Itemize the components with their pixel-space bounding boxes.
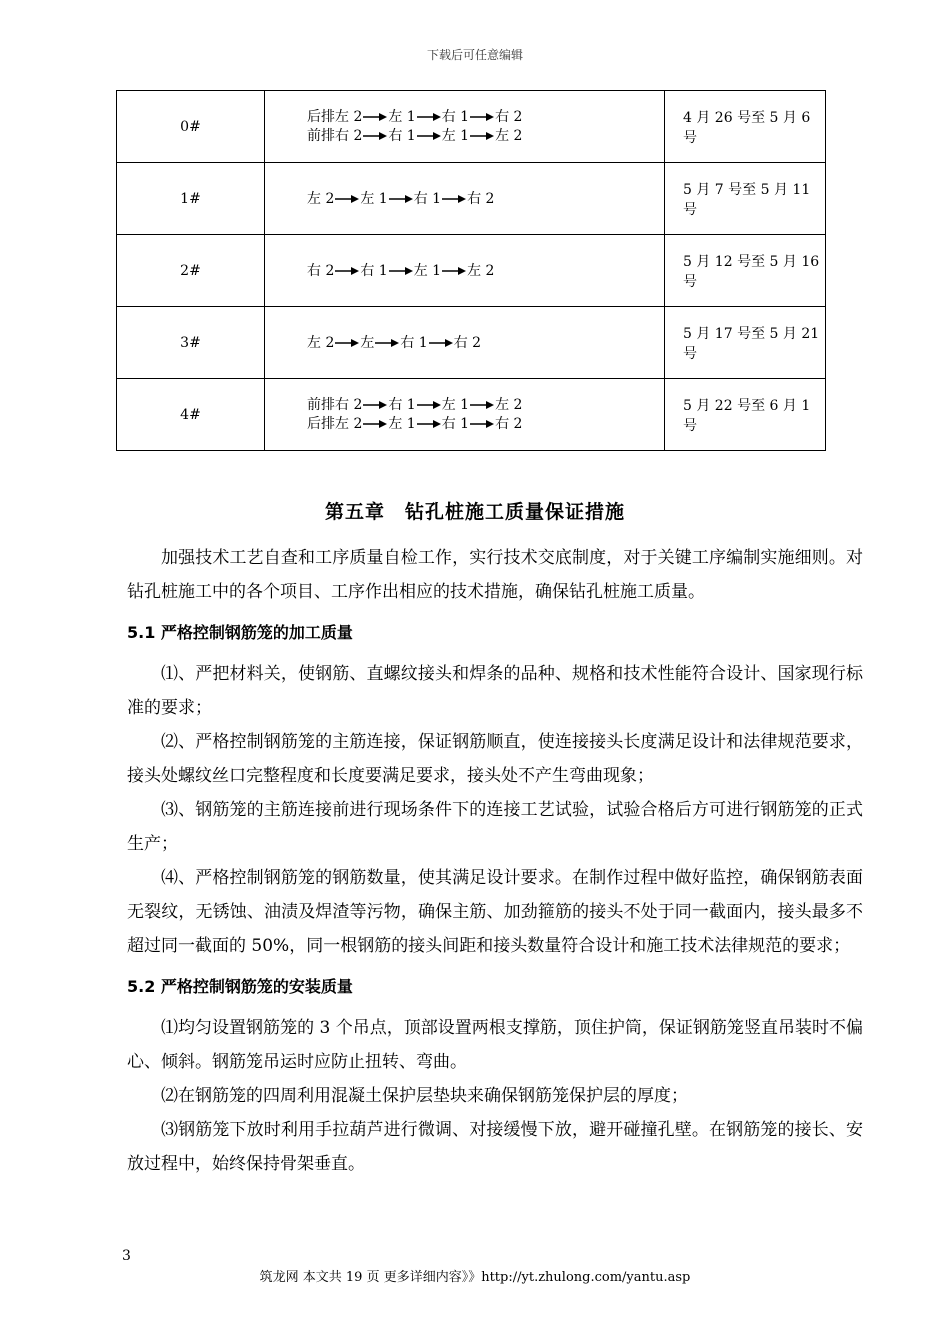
arrow-right-icon (470, 419, 494, 429)
date-range: 5 月 22 号至 6 月 1 号 (665, 379, 826, 451)
section-paragraph: ⑴、严把材料关，使钢筋、直螺纹接头和焊条的品种、规格和技术性能符合设计、国家现行标准的要求； (127, 664, 863, 718)
arrow-right-icon (417, 131, 441, 141)
arrow-right-icon (470, 400, 494, 410)
page-number: 3 (122, 1248, 131, 1264)
arrow-right-icon (417, 400, 441, 410)
table-row (117, 379, 826, 451)
pile-number: 3# (117, 307, 265, 379)
arrow-right-icon (363, 131, 387, 141)
sequence-cell (265, 235, 665, 307)
section-paragraph: ⑵、严格控制钢筋笼的主筋连接，保证钢筋顺直，使连接接头长度满足设计和法律规范要求，接头处螺纹丝口完整程度和长度要满足要求，接头处不产生弯曲现象； (127, 732, 863, 786)
sequence-step: 右 1 (388, 128, 416, 144)
section-paragraph: ⑷、严格控制钢筋笼的钢筋数量，使其满足设计要求。在制作过程中做好监控，确保钢筋表面无裂纹，无锈蚀、油渍及焊渣等污物，确保主筋、加劲箍筋的接头不处于同一截面内，接头最多不超过同一截面的 50%，同一根钢筋的接头间距和接头数量符合设计和施工技术法律规范的要求； (127, 868, 863, 956)
sequence-step: 后排左 2 (307, 416, 363, 432)
sequence-step: 左 1 (441, 128, 470, 144)
arrow-right-icon (470, 131, 494, 141)
section-paragraph: ⑴均匀设置钢筋笼的 3 个吊点，顶部设置两根支撑筋，顶住护筒，保证钢筋笼竖直吊装时不偏心、倾斜。钢筋笼吊运时应防止扭转、弯曲。 (127, 1018, 863, 1072)
arrow-right-icon (363, 400, 387, 410)
sequence-cell (265, 163, 665, 235)
pile-number: 4# (117, 379, 265, 451)
sequence-line (307, 127, 664, 146)
intro-paragraph: 加强技术工艺自查和工序质量自检工作，实行技术交底制度，对于关键工序编制实施细则。对钻孔桩施工中的各个项目、工序作出相应的技术措施，确保钻孔桩施工质量。 (127, 548, 863, 602)
sequence-step: 左 1 (388, 416, 416, 432)
sequence-step: 左 2 (307, 334, 335, 351)
sequence-line (307, 415, 664, 434)
sequence-step: 右 1 (413, 190, 442, 207)
page-header: 下载后可任意编辑 (426, 48, 523, 62)
sequence-step: 右 2 (495, 416, 523, 432)
section-heading: 5.1 严格控制钢筋笼的加工质量 (127, 623, 353, 642)
pile-number: 2# (117, 235, 265, 307)
sequence-step: 左 (360, 334, 375, 351)
sequence-step: 右 1 (441, 109, 470, 125)
sequence-step: 右 1 (360, 262, 388, 279)
date-range: 5 月 17 号至 5 月 21 号 (665, 307, 826, 379)
arrow-right-icon (470, 112, 494, 122)
sequence-line (307, 108, 664, 127)
section-paragraph: ⑶、钢筋笼的主筋连接前进行现场条件下的连接工艺试验，试验合格后方可进行钢筋笼的正式生产； (127, 800, 863, 854)
arrow-right-icon (417, 419, 441, 429)
arrow-right-icon (417, 112, 441, 122)
sequence-step: 左 1 (360, 190, 388, 207)
arrow-right-icon (442, 266, 466, 276)
section-heading: 5.2 严格控制钢筋笼的安装质量 (127, 977, 353, 996)
sequence-line (307, 333, 664, 352)
sequence-step: 左 1 (413, 262, 442, 279)
sequence-line (307, 396, 664, 415)
table-row (117, 307, 826, 379)
arrow-right-icon (389, 194, 413, 204)
sequence-step: 右 2 (495, 109, 523, 125)
arrow-right-icon (375, 338, 399, 348)
sequence-step: 左 1 (441, 397, 470, 413)
arrow-right-icon (335, 194, 359, 204)
sequence-step: 左 2 (495, 128, 523, 144)
schedule-table (116, 90, 826, 451)
pile-number: 0# (117, 91, 265, 163)
sequence-cell (265, 379, 665, 451)
sequence-line (307, 261, 664, 280)
sequence-step: 后排左 2 (307, 109, 363, 125)
sequence-step: 右 2 (467, 190, 495, 207)
table-row (117, 163, 826, 235)
sequence-step: 右 1 (441, 416, 470, 432)
table-row (117, 91, 826, 163)
date-range: 4 月 26 号至 5 月 6 号 (665, 91, 826, 163)
sequence-step: 右 1 (400, 334, 428, 351)
sequence-step: 前排右 2 (307, 397, 363, 413)
arrow-right-icon (335, 338, 359, 348)
sequence-step: 左 2 (495, 397, 523, 413)
sequence-step: 右 1 (388, 397, 416, 413)
sequence-step: 右 2 (307, 262, 335, 279)
sequence-step: 左 2 (467, 262, 495, 279)
sequence-step: 左 1 (388, 109, 416, 125)
pile-number: 1# (117, 163, 265, 235)
section-paragraph: ⑶钢筋笼下放时利用手拉葫芦进行微调、对接缓慢下放，避开碰撞孔壁。在钢筋笼的接长、安放过程中，始终保持骨架垂直。 (127, 1120, 863, 1174)
arrow-right-icon (389, 266, 413, 276)
arrow-right-icon (442, 194, 466, 204)
arrow-right-icon (363, 419, 387, 429)
body-text (127, 541, 863, 1181)
sequence-cell (265, 307, 665, 379)
page-footer: 筑龙网 本文共 19 页 更多详细内容》》http://yt.zhulong.com/yantu.asp (259, 1270, 691, 1285)
arrow-right-icon (429, 338, 453, 348)
sequence-step: 前排右 2 (307, 128, 363, 144)
arrow-right-icon (363, 112, 387, 122)
section-paragraph: ⑵在钢筋笼的四周利用混凝土保护层垫块来确保钢筋笼保护层的厚度； (161, 1086, 688, 1106)
sequence-line (307, 189, 664, 208)
arrow-right-icon (335, 266, 359, 276)
date-range: 5 月 12 号至 5 月 16 号 (665, 235, 826, 307)
sequence-step: 右 2 (453, 334, 482, 351)
sequence-step: 左 2 (307, 190, 335, 207)
date-range: 5 月 7 号至 5 月 11 号 (665, 163, 826, 235)
table-row (117, 235, 826, 307)
chapter-title: 第五章 钻孔桩施工质量保证措施 (324, 501, 625, 523)
sequence-cell (265, 91, 665, 163)
